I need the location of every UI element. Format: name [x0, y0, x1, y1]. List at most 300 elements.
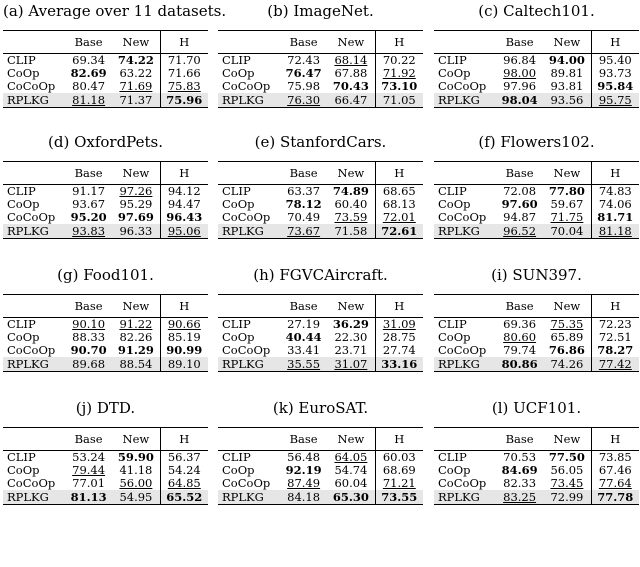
header-h: H	[160, 428, 208, 451]
table-row	[434, 80, 639, 93]
header-method	[434, 162, 496, 185]
score-base: 81.13	[70, 489, 107, 504]
score-base: 35.55	[287, 356, 321, 371]
panel-caption: (f) Flowers102.	[478, 133, 595, 151]
score-new: 95.29	[119, 197, 153, 211]
panel-caption: (d) OxfordPets.	[48, 133, 163, 151]
table-row	[218, 185, 423, 199]
score-base: 69.36	[503, 317, 537, 331]
method-name: CLIP	[438, 184, 467, 198]
header-new: New	[337, 299, 365, 313]
score-h: 89.10	[160, 357, 208, 372]
score-h: 56.37	[160, 451, 208, 465]
score-h: 78.27	[591, 344, 639, 357]
score-h: 90.99	[160, 344, 208, 357]
score-new: 66.47	[334, 92, 368, 107]
score-h: 65.52	[160, 490, 208, 505]
score-new: 71.69	[119, 79, 153, 93]
score-base: 89.68	[72, 356, 106, 371]
method-name: CoOp	[7, 463, 40, 477]
score-new: 65.30	[332, 489, 369, 504]
header-new: New	[553, 166, 581, 180]
score-base: 81.18	[72, 92, 106, 107]
score-base: 56.48	[287, 450, 321, 464]
score-base: 78.12	[285, 197, 322, 211]
score-new: 54.74	[334, 463, 368, 477]
score-new: 94.00	[548, 53, 585, 67]
score-base: 69.34	[72, 53, 106, 67]
score-new: 41.18	[119, 463, 153, 477]
table-row	[3, 185, 208, 199]
table-header-row	[434, 428, 639, 451]
panel-caption: (h) FGVCAircraft.	[253, 266, 388, 284]
score-base: 82.69	[70, 66, 107, 80]
table-header-row	[218, 428, 423, 451]
table-row	[218, 54, 423, 68]
header-h: H	[160, 295, 208, 318]
score-base: 92.19	[285, 463, 322, 477]
score-base: 77.01	[72, 476, 106, 490]
table-row	[218, 211, 423, 224]
header-new: New	[122, 166, 150, 180]
score-new: 77.80	[548, 184, 585, 198]
header-h: H	[375, 428, 423, 451]
table-row	[218, 318, 423, 332]
header-method	[218, 31, 280, 54]
score-new: 71.58	[334, 223, 368, 238]
table-row	[434, 185, 639, 199]
score-h: 72.61	[375, 224, 423, 239]
score-new: 73.45	[550, 476, 584, 490]
score-new: 54.95	[119, 489, 153, 504]
table-row	[218, 344, 423, 357]
score-base: 40.44	[285, 330, 322, 344]
header-h: H	[591, 31, 639, 54]
score-h: 27.74	[375, 344, 423, 357]
table-header-row	[3, 31, 208, 54]
header-h: H	[375, 162, 423, 185]
score-new: 68.14	[334, 53, 368, 67]
score-new: 70.04	[550, 223, 584, 238]
score-base: 88.33	[72, 330, 106, 344]
method-name: RPLKG	[438, 356, 480, 371]
score-h: 72.01	[375, 211, 423, 224]
score-h: 68.69	[375, 464, 423, 477]
score-new: 59.90	[117, 450, 154, 464]
score-base: 83.25	[503, 489, 537, 504]
table-row	[3, 344, 208, 357]
header-base: Base	[289, 35, 318, 49]
header-method	[434, 428, 496, 451]
score-base: 84.69	[501, 463, 538, 477]
table-header-row	[434, 295, 639, 318]
header-method	[3, 295, 65, 318]
score-new: 96.33	[119, 223, 153, 238]
method-name: CoOp	[222, 197, 255, 211]
score-h: 71.05	[375, 93, 423, 108]
score-base: 94.87	[503, 210, 537, 224]
results-table	[3, 30, 208, 108]
header-new: New	[337, 166, 365, 180]
score-new: 64.05	[334, 450, 368, 464]
table-row	[218, 451, 423, 465]
table-row	[434, 211, 639, 224]
score-new: 70.43	[332, 79, 369, 93]
method-name: RPLKG	[222, 223, 264, 238]
table-row	[3, 211, 208, 224]
method-name: CoCoOp	[222, 343, 271, 357]
method-name: CoCoOp	[438, 476, 487, 490]
method-name: CoOp	[438, 197, 471, 211]
header-method	[218, 162, 280, 185]
header-base: Base	[505, 166, 534, 180]
score-new: 89.81	[550, 66, 584, 80]
method-name: RPLKG	[7, 92, 49, 107]
method-name: RPLKG	[222, 489, 264, 504]
score-base: 70.53	[503, 450, 537, 464]
panel-caption: (g) Food101.	[57, 266, 154, 284]
score-base: 80.60	[503, 330, 537, 344]
header-base: Base	[74, 166, 103, 180]
score-base: 90.10	[72, 317, 106, 331]
table-row	[3, 80, 208, 93]
method-name: RPLKG	[7, 489, 49, 504]
method-name: CLIP	[222, 317, 251, 331]
method-name: RPLKG	[222, 356, 264, 371]
score-base: 97.60	[501, 197, 538, 211]
method-name: CoOp	[438, 66, 471, 80]
method-name: RPLKG	[438, 489, 480, 504]
score-new: 97.26	[119, 184, 153, 198]
header-new: New	[122, 35, 150, 49]
score-base: 76.47	[285, 66, 322, 80]
table-header-row	[434, 31, 639, 54]
method-name: CLIP	[222, 184, 251, 198]
score-h: 71.70	[160, 54, 208, 68]
table-row	[434, 318, 639, 332]
header-new: New	[553, 432, 581, 446]
table-header-row	[218, 162, 423, 185]
score-h: 60.03	[375, 451, 423, 465]
table-row	[3, 54, 208, 68]
header-base: Base	[74, 299, 103, 313]
header-new: New	[553, 35, 581, 49]
table-row	[434, 93, 639, 108]
results-table	[3, 161, 208, 239]
table-header-row	[3, 428, 208, 451]
results-panel	[218, 397, 423, 567]
results-table	[434, 294, 639, 372]
score-h: 95.06	[160, 224, 208, 239]
header-base: Base	[74, 35, 103, 49]
score-h: 68.13	[375, 198, 423, 211]
score-new: 74.26	[550, 356, 584, 371]
table-row	[218, 477, 423, 490]
score-h: 71.21	[375, 477, 423, 490]
header-base: Base	[289, 432, 318, 446]
table-row	[3, 93, 208, 108]
score-new: 88.54	[119, 356, 153, 371]
score-new: 67.88	[334, 66, 368, 80]
score-new: 63.22	[119, 66, 153, 80]
table-row	[434, 357, 639, 372]
score-h: 74.83	[591, 185, 639, 199]
table-header-row	[218, 295, 423, 318]
panel-caption: (i) SUN397.	[491, 266, 582, 284]
score-base: 80.86	[501, 356, 538, 371]
table-row	[3, 318, 208, 332]
score-new: 74.22	[117, 53, 154, 67]
score-h: 31.09	[375, 318, 423, 332]
header-method	[3, 31, 65, 54]
score-h: 85.19	[160, 331, 208, 344]
method-name: CoOp	[7, 330, 40, 344]
header-base: Base	[505, 299, 534, 313]
score-base: 75.98	[287, 79, 321, 93]
score-new: 73.59	[334, 210, 368, 224]
method-name: CoCoOp	[222, 210, 271, 224]
score-h: 95.40	[591, 54, 639, 68]
score-h: 75.83	[160, 80, 208, 93]
method-name: CoCoOp	[222, 79, 271, 93]
score-base: 63.37	[287, 184, 321, 198]
method-name: CLIP	[438, 317, 467, 331]
results-table	[218, 30, 423, 108]
score-base: 79.44	[72, 463, 106, 477]
score-new: 60.40	[334, 197, 368, 211]
score-new: 31.07	[334, 356, 368, 371]
score-new: 77.50	[548, 450, 585, 464]
table-row	[434, 224, 639, 239]
score-h: 72.23	[591, 318, 639, 332]
results-table	[434, 427, 639, 505]
score-base: 84.18	[287, 489, 321, 504]
score-h: 71.92	[375, 67, 423, 80]
method-name: RPLKG	[7, 356, 49, 371]
score-h: 77.64	[591, 477, 639, 490]
score-h: 73.85	[591, 451, 639, 465]
score-base: 90.70	[70, 343, 107, 357]
method-name: CoOp	[438, 463, 471, 477]
score-new: 97.69	[117, 210, 154, 224]
score-new: 65.89	[550, 330, 584, 344]
score-new: 74.89	[332, 184, 369, 198]
score-h: 28.75	[375, 331, 423, 344]
table-row	[3, 224, 208, 239]
method-name: CLIP	[438, 450, 467, 464]
method-name: RPLKG	[222, 92, 264, 107]
results-table	[3, 294, 208, 372]
method-name: CoOp	[438, 330, 471, 344]
table-row	[3, 477, 208, 490]
method-name: RPLKG	[7, 223, 49, 238]
score-h: 54.24	[160, 464, 208, 477]
score-base: 87.49	[287, 476, 321, 490]
header-h: H	[375, 31, 423, 54]
score-new: 56.00	[119, 476, 153, 490]
panel-caption: (c) Caltech101.	[478, 2, 595, 20]
score-new: 75.35	[550, 317, 584, 331]
score-h: 77.78	[591, 490, 639, 505]
header-base: Base	[289, 299, 318, 313]
panel-caption: (j) DTD.	[75, 399, 136, 417]
header-h: H	[160, 162, 208, 185]
score-h: 77.42	[591, 357, 639, 372]
score-new: 72.99	[550, 489, 584, 504]
method-name: CLIP	[7, 53, 36, 67]
method-name: CoOp	[7, 66, 40, 80]
header-h: H	[591, 295, 639, 318]
table-row	[218, 357, 423, 372]
header-h: H	[375, 295, 423, 318]
score-h: 90.66	[160, 318, 208, 332]
method-name: CLIP	[7, 450, 36, 464]
results-table	[218, 427, 423, 505]
table-row	[3, 490, 208, 505]
score-h: 81.71	[591, 211, 639, 224]
score-base: 27.19	[287, 317, 321, 331]
table-row	[434, 54, 639, 68]
score-base: 95.20	[70, 210, 107, 224]
results-table	[434, 161, 639, 239]
header-method	[218, 295, 280, 318]
method-name: CoOp	[7, 197, 40, 211]
score-new: 23.71	[334, 343, 368, 357]
method-name: CoCoOp	[438, 210, 487, 224]
score-new: 60.04	[334, 476, 368, 490]
method-name: CLIP	[7, 184, 36, 198]
header-base: Base	[505, 35, 534, 49]
method-name: RPLKG	[438, 223, 480, 238]
header-new: New	[553, 299, 581, 313]
header-h: H	[160, 31, 208, 54]
score-base: 93.83	[72, 223, 106, 238]
method-name: RPLKG	[438, 92, 480, 107]
table-row	[218, 224, 423, 239]
score-h: 93.73	[591, 67, 639, 80]
results-panel	[3, 397, 208, 567]
score-h: 70.22	[375, 54, 423, 68]
method-name: CoCoOp	[438, 79, 487, 93]
score-base: 72.08	[503, 184, 537, 198]
method-name: CLIP	[7, 317, 36, 331]
table-row	[3, 357, 208, 372]
panel-caption: (l) UCF101.	[491, 399, 582, 417]
score-base: 98.04	[501, 92, 538, 107]
panel-caption: (e) StanfordCars.	[254, 133, 387, 151]
score-h: 95.75	[591, 93, 639, 108]
score-new: 93.56	[550, 92, 584, 107]
method-name: CLIP	[222, 53, 251, 67]
results-table	[218, 161, 423, 239]
header-method	[3, 162, 65, 185]
table-header-row	[3, 162, 208, 185]
panel-caption: (a) Average over 11 datasets.	[3, 2, 227, 20]
header-new: New	[122, 299, 150, 313]
table-header-row	[434, 162, 639, 185]
method-name: CoCoOp	[7, 476, 56, 490]
table-row	[218, 80, 423, 93]
panel-caption: (k) EuroSAT.	[272, 399, 369, 417]
results-table	[3, 427, 208, 505]
header-base: Base	[74, 432, 103, 446]
results-table	[218, 294, 423, 372]
score-base: 96.52	[503, 223, 537, 238]
score-h: 74.06	[591, 198, 639, 211]
panel-caption: (b) ImageNet.	[267, 2, 374, 20]
score-h: 33.16	[375, 357, 423, 372]
score-new: 71.37	[119, 92, 153, 107]
score-base: 33.41	[287, 343, 321, 357]
score-h: 95.84	[591, 80, 639, 93]
score-base: 76.30	[287, 92, 321, 107]
score-h: 81.18	[591, 224, 639, 239]
table-header-row	[218, 31, 423, 54]
header-new: New	[337, 432, 365, 446]
score-new: 59.67	[550, 197, 584, 211]
header-base: Base	[289, 166, 318, 180]
table-row	[434, 451, 639, 465]
score-base: 93.67	[72, 197, 106, 211]
method-name: CoCoOp	[222, 476, 271, 490]
score-base: 73.67	[287, 223, 321, 238]
score-new: 76.86	[548, 343, 585, 357]
table-row	[218, 93, 423, 108]
score-h: 73.55	[375, 490, 423, 505]
method-name: CoCoOp	[7, 79, 56, 93]
score-base: 98.00	[503, 66, 537, 80]
score-base: 80.47	[72, 79, 106, 93]
header-h: H	[591, 428, 639, 451]
table-row	[434, 344, 639, 357]
score-new: 91.29	[117, 343, 154, 357]
score-base: 70.49	[287, 210, 321, 224]
header-method	[218, 428, 280, 451]
score-h: 73.10	[375, 80, 423, 93]
score-new: 82.26	[119, 330, 153, 344]
score-base: 97.96	[503, 79, 537, 93]
score-new: 91.22	[119, 317, 153, 331]
method-name: CoCoOp	[7, 210, 56, 224]
table-row	[434, 490, 639, 505]
method-name: CoCoOp	[438, 343, 487, 357]
score-h: 64.85	[160, 477, 208, 490]
score-h: 71.66	[160, 67, 208, 80]
score-new: 36.29	[332, 317, 369, 331]
method-name: CoOp	[222, 66, 255, 80]
score-new: 93.81	[550, 79, 584, 93]
header-base: Base	[505, 432, 534, 446]
method-name: CLIP	[438, 53, 467, 67]
table-header-row	[3, 295, 208, 318]
score-h: 68.65	[375, 185, 423, 199]
score-h: 96.43	[160, 211, 208, 224]
header-new: New	[122, 432, 150, 446]
score-h: 94.12	[160, 185, 208, 199]
score-base: 91.17	[72, 184, 106, 198]
method-name: CoOp	[222, 330, 255, 344]
header-new: New	[337, 35, 365, 49]
results-panel	[434, 397, 639, 567]
header-method	[434, 31, 496, 54]
method-name: CoCoOp	[7, 343, 56, 357]
score-new: 56.05	[550, 463, 584, 477]
table-row	[3, 451, 208, 465]
method-name: CLIP	[222, 450, 251, 464]
method-name: CoOp	[222, 463, 255, 477]
results-table	[434, 30, 639, 108]
header-method	[434, 295, 496, 318]
